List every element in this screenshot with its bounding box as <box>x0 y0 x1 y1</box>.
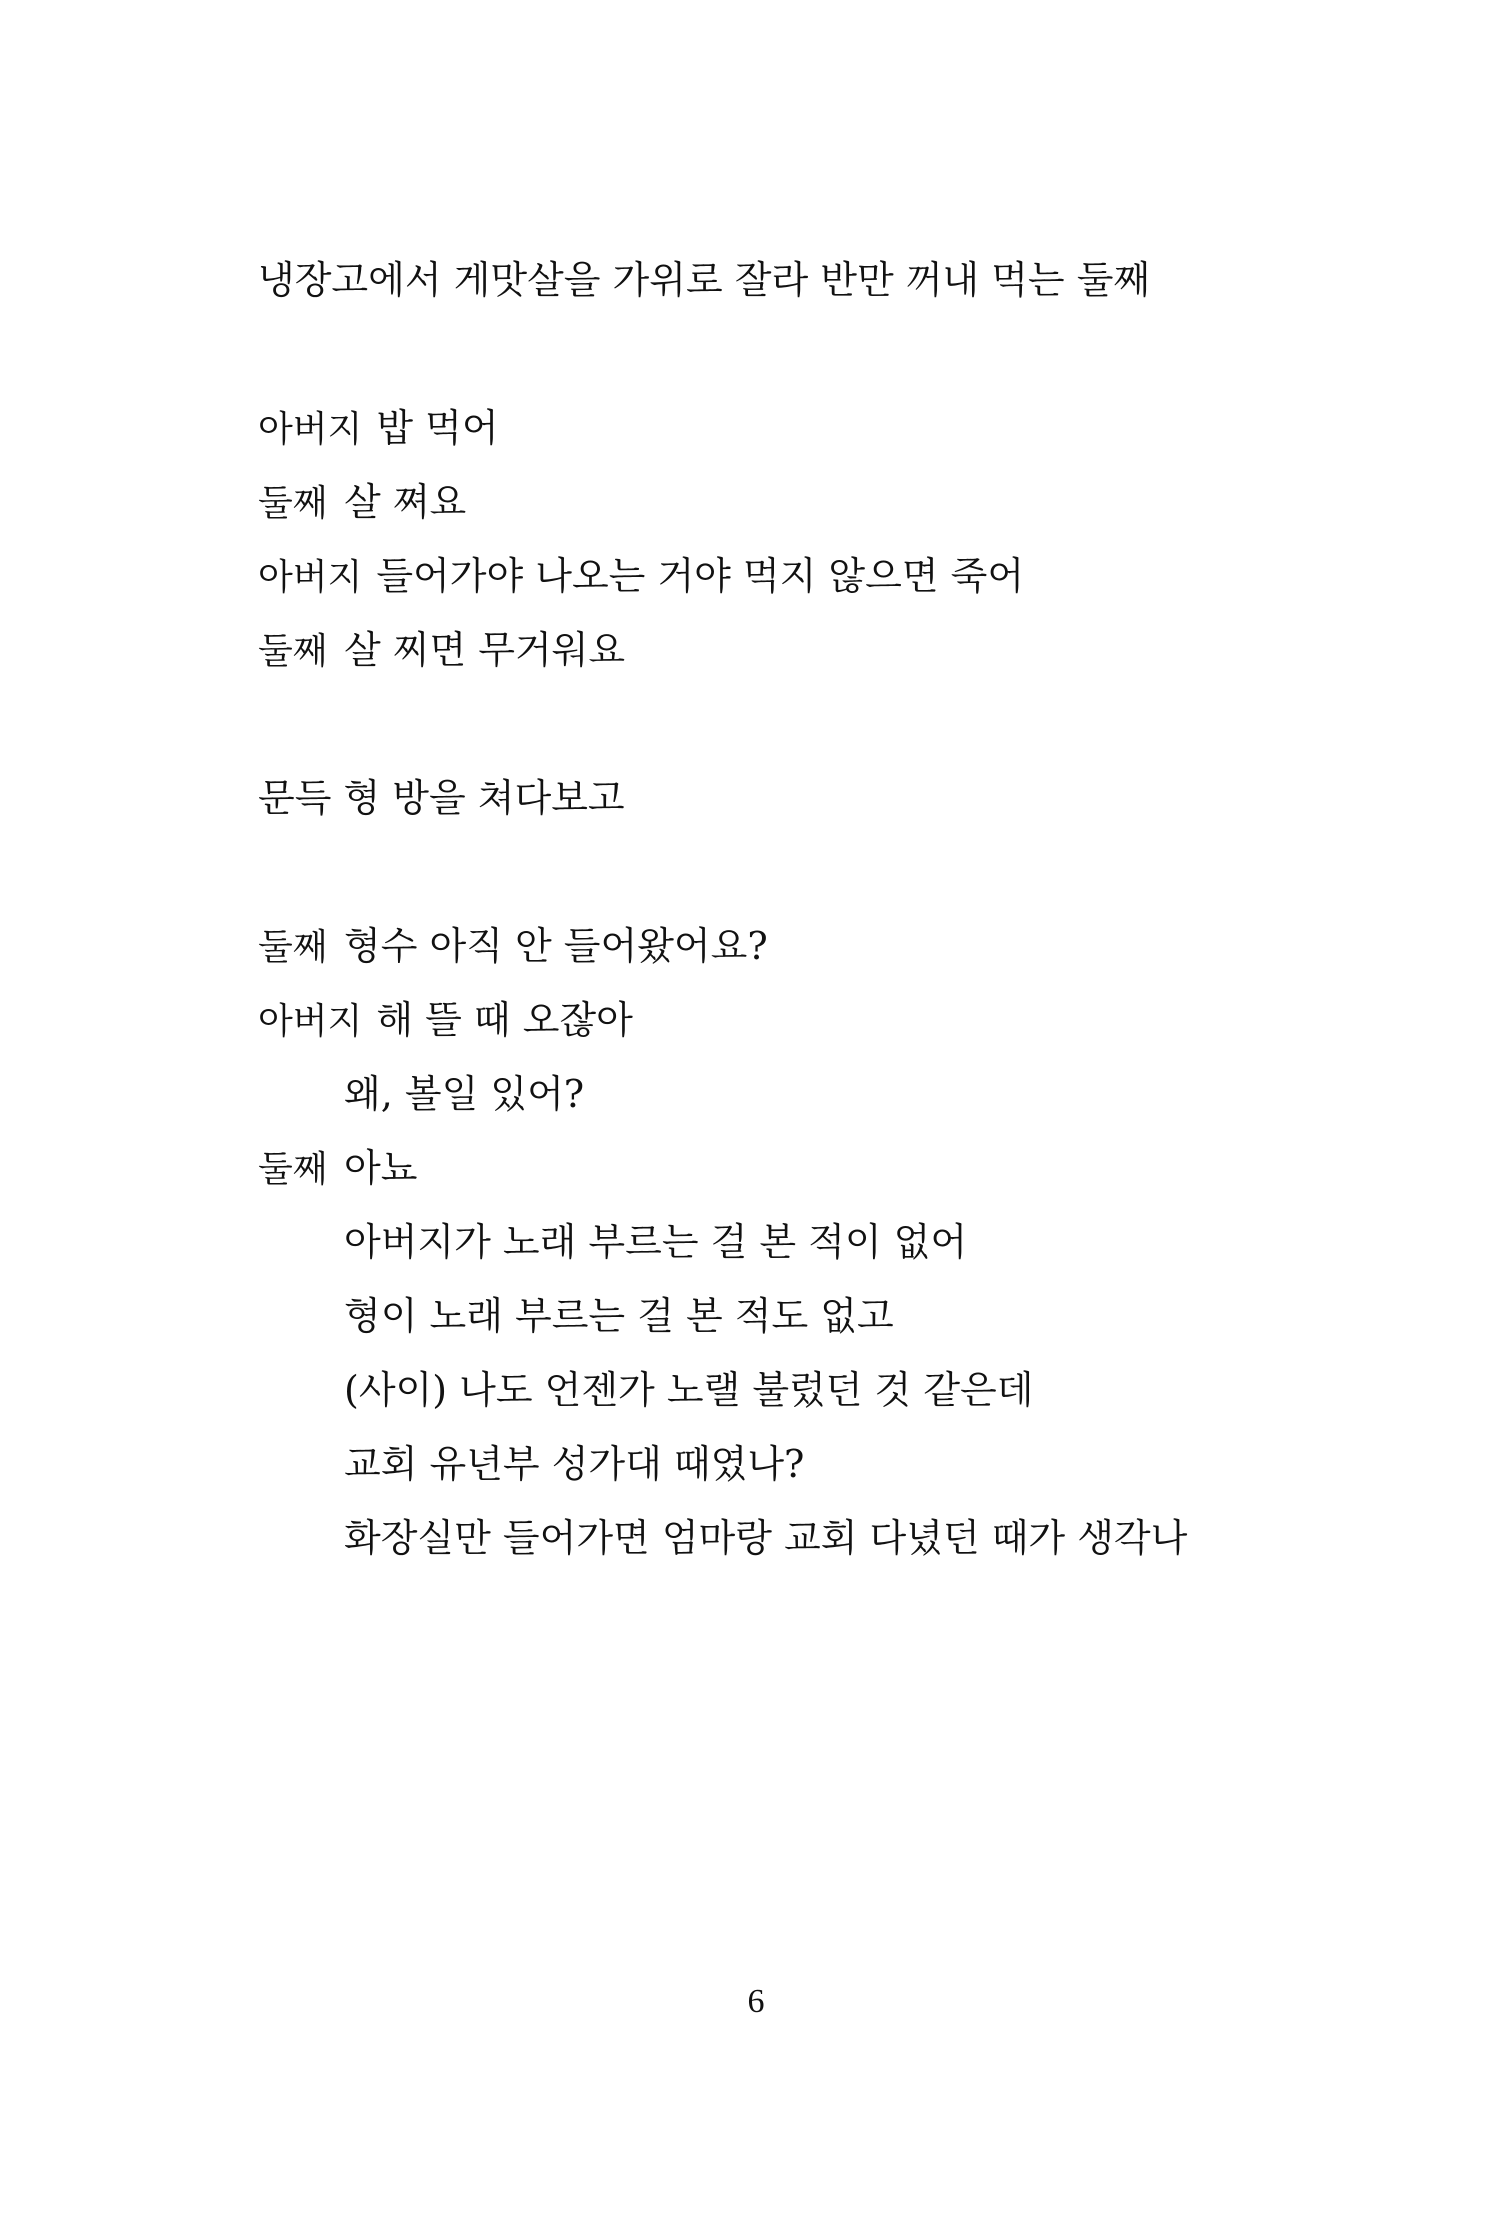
speaker-name: 둘째 <box>258 631 328 672</box>
dialogue-text: 밥 먹어 <box>376 406 499 450</box>
dialogue-line <box>258 626 625 676</box>
dialogue-line <box>258 1144 417 1194</box>
dialogue-continuation: (사이) 나도 언젠가 노랠 불렀던 것 같은데 <box>344 1368 1034 1412</box>
dialogue-text: 형수 아직 안 들어왔어요? <box>344 924 768 968</box>
stage-direction: 냉장고에서 게맛살을 가위로 잘라 반만 꺼내 먹는 둘째 <box>258 258 1151 302</box>
speaker-name: 아버지 <box>258 409 363 450</box>
dialogue-text: 들어가야 나오는 거야 먹지 않으면 죽어 <box>376 554 1025 598</box>
dialogue-line <box>258 996 633 1046</box>
dialogue-continuation: 형이 노래 부르는 걸 본 적도 없고 <box>344 1294 894 1338</box>
dialogue-continuation: 화장실만 들어가면 엄마랑 교회 다녔던 때가 생각나 <box>344 1516 1188 1560</box>
dialogue-line <box>258 478 466 528</box>
speaker-name: 둘째 <box>258 1149 328 1190</box>
dialogue-text: 해 뜰 때 오잖아 <box>376 998 633 1042</box>
page-number: 6 <box>747 1983 765 2020</box>
dialogue-line <box>258 922 768 972</box>
speaker-name: 아버지 <box>258 557 363 598</box>
speaker-name: 둘째 <box>258 483 328 524</box>
dialogue-text: 아뇨 <box>344 1146 418 1190</box>
dialogue-line <box>258 404 499 454</box>
dialogue-continuation: 왜, 볼일 있어? <box>344 1072 585 1116</box>
speaker-name: 둘째 <box>258 927 328 968</box>
dialogue-line <box>258 552 1024 602</box>
dialogue-continuation: 교회 유년부 성가대 때였나? <box>344 1442 805 1486</box>
dialogue-text: 살 찌면 무거워요 <box>344 628 626 672</box>
dialogue-continuation: 아버지가 노래 부르는 걸 본 적이 없어 <box>344 1220 968 1264</box>
dialogue-text: 살 쪄요 <box>344 480 467 524</box>
stage-direction: 문득 형 방을 쳐다보고 <box>258 776 625 820</box>
speaker-name: 아버지 <box>258 1001 363 1042</box>
